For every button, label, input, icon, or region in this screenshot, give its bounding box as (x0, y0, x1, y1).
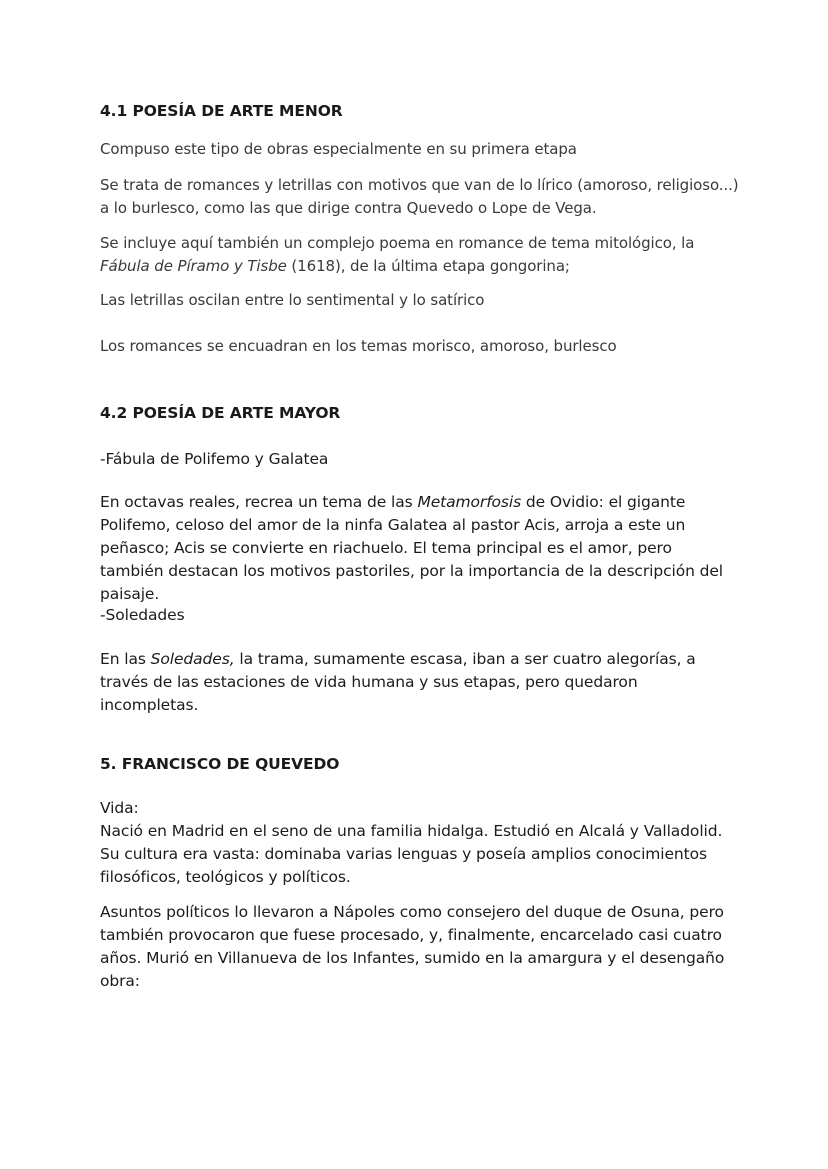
text-segment: la trama, sumamente escasa, iban a ser cuatro alegorías, a través de las estaciones de vida humana y sus etapas, pero quedaron incompletas. (100, 650, 696, 714)
text-segment: En octavas reales, recrea un tema de las (100, 493, 418, 511)
text-segment: (1618), de la última etapa gongorina; (286, 257, 570, 275)
label-vida: Vida: (100, 799, 139, 817)
work-title-soledades: Soledades, (150, 650, 235, 668)
subheading-polifemo: -Fábula de Polifemo y Galatea (100, 450, 329, 468)
heading-5-quevedo: 5. FRANCISCO DE QUEVEDO (100, 755, 340, 773)
paragraph-romances-temas: Los romances se encuadran en los temas morisco, amoroso, burlesco (100, 337, 617, 355)
work-title-metamorfosis: Metamorfosis (417, 493, 522, 511)
text-segment: Se incluye aquí también un complejo poema en romance de tema mitológico, la (100, 234, 695, 252)
paragraph-primera-etapa: Compuso este tipo de obras especialmente en su primera etapa (100, 140, 577, 158)
work-title-piramo-tisbe: Fábula de Píramo y Tisbe (100, 257, 287, 275)
paragraph-piramo-tisbe (100, 232, 740, 278)
paragraph-romances-letrillas: Se trata de romances y letrillas con motivos que van de lo lírico (amoroso, religioso...) a lo burlesco, como las que dirige contra Quevedo o Lope de Vega. (100, 176, 739, 217)
text-segment: En las (100, 650, 151, 668)
paragraph-vida: Nació en Madrid en el seno de una familia hidalga. Estudió en Alcalá y Valladolid. Su cultura era vasta: dominaba varias lenguas y poseía amplios conocimientos filosóficos, teológicos y políticos. (100, 822, 723, 886)
paragraph-soledades (100, 648, 740, 717)
paragraph-polifemo (100, 491, 740, 606)
label-obra: obra: (100, 972, 140, 990)
heading-4-1: 4.1 POESÍA DE ARTE MENOR (100, 102, 343, 120)
paragraph-asuntos-politicos: Asuntos políticos lo llevaron a Nápoles como consejero del duque de Osuna, pero también provocaron que fuese procesado, y, finalmente, encarcelado casi cuatro años. Murió en Villanueva de los Infantes, sumido en la amargura y el desengaño (100, 903, 725, 967)
heading-4-2: 4.2 POESÍA DE ARTE MAYOR (100, 404, 341, 422)
text-segment: de Ovidio: el gigante Polifemo, celoso del amor de la ninfa Galatea al pastor Acis, arroja a este un peñasco; Acis se convierte en riachuelo. El tema principal es el amor, pero también destacan los motivos pastoriles, por la importancia de la descripción del paisaje. (100, 493, 724, 603)
subheading-soledades: -Soledades (100, 606, 185, 624)
paragraph-letrillas: Las letrillas oscilan entre lo sentimental y lo satírico (100, 291, 485, 309)
